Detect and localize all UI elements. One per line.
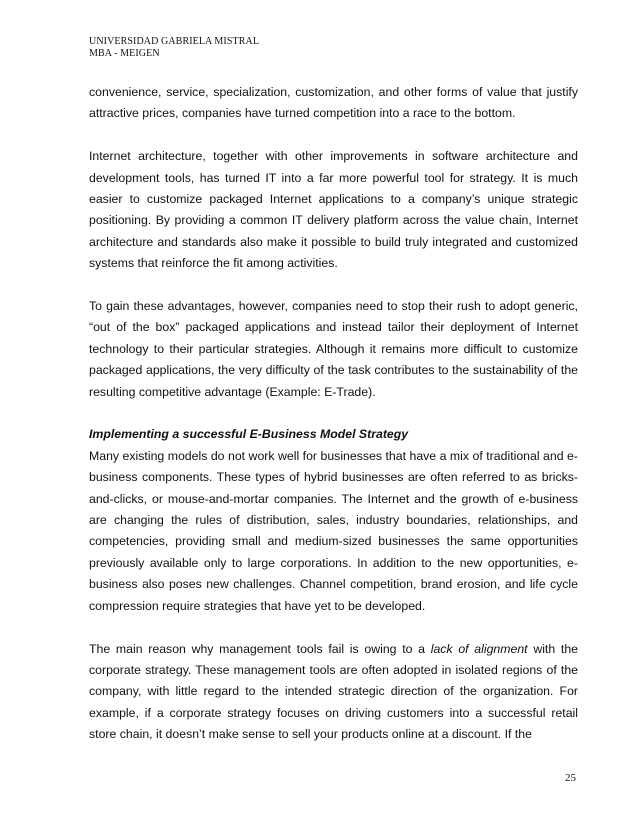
paragraph-advantages: To gain these advantages, however, companies need to stop their rush to adopt generic, “out of the box” packaged applications and instead tailor their deployment of Internet technology to their particular strategies. Although it remains more difficult to customize packaged applications, the very difficulty of the task contributes to the sustainability of the resulting competitive advantage (Example: E-Trade). (89, 299, 578, 399)
document-header (89, 36, 259, 60)
header-program: MBA - MEIGEN (89, 48, 160, 59)
paragraph-internet-architecture: Internet architecture, together with other improvements in software architecture and development tools, has turned IT into a far more powerful tool for strategy. It is much easier to customize packaged Internet applications to a company’s unique strategic positioning. By providing a common IT delivery platform across the value chain, Internet architecture and standards also make it possible to build truly integrated and customized systems that reinforce the fit among activities. (89, 149, 578, 271)
paragraph-text-end: with the corporate strategy. These management tools are often adopted in isolated regions of the company, with little regard to the intended strategic direction of the organization. For example, if a corporate strategy focuses on driving customers into a successful retail store chain, it doesn’t make sense to sell your products online at a discount. If the (89, 641, 578, 742)
paragraph-text-start: The main reason why management tools fail is owing to a (89, 641, 431, 656)
section-heading: Implementing a successful E-Business Model Strategy (89, 427, 409, 442)
page-number: 25 (565, 772, 576, 784)
paragraph-management-tools (89, 639, 578, 746)
paragraph-hybrid-businesses: Many existing models do not work well for businesses that have a mix of traditional and e-business components. These types of hybrid businesses are often referred to as bricks-and-clicks, or mouse-and-mortar companies. The Internet and the growth of e-business are changing the rules of distribution, sales, industry boundaries, relationships, and competencies, providing small and medium-sized businesses the same opportunities previously available only to large corporations. In addition to the new opportunities, e-business also poses new challenges. Channel competition, brand erosion, and life cycle compression require strategies that have yet to be developed. (89, 448, 578, 613)
header-university: UNIVERSIDAD GABRIELA MISTRAL (89, 36, 260, 47)
emphasis-lack-of-alignment: lack of alignment (430, 641, 528, 656)
page-body (89, 82, 578, 746)
paragraph-pricing: convenience, service, specialization, customization, and other forms of value that justify attractive prices, companies have turned competition into a race to the bottom. (89, 85, 578, 121)
